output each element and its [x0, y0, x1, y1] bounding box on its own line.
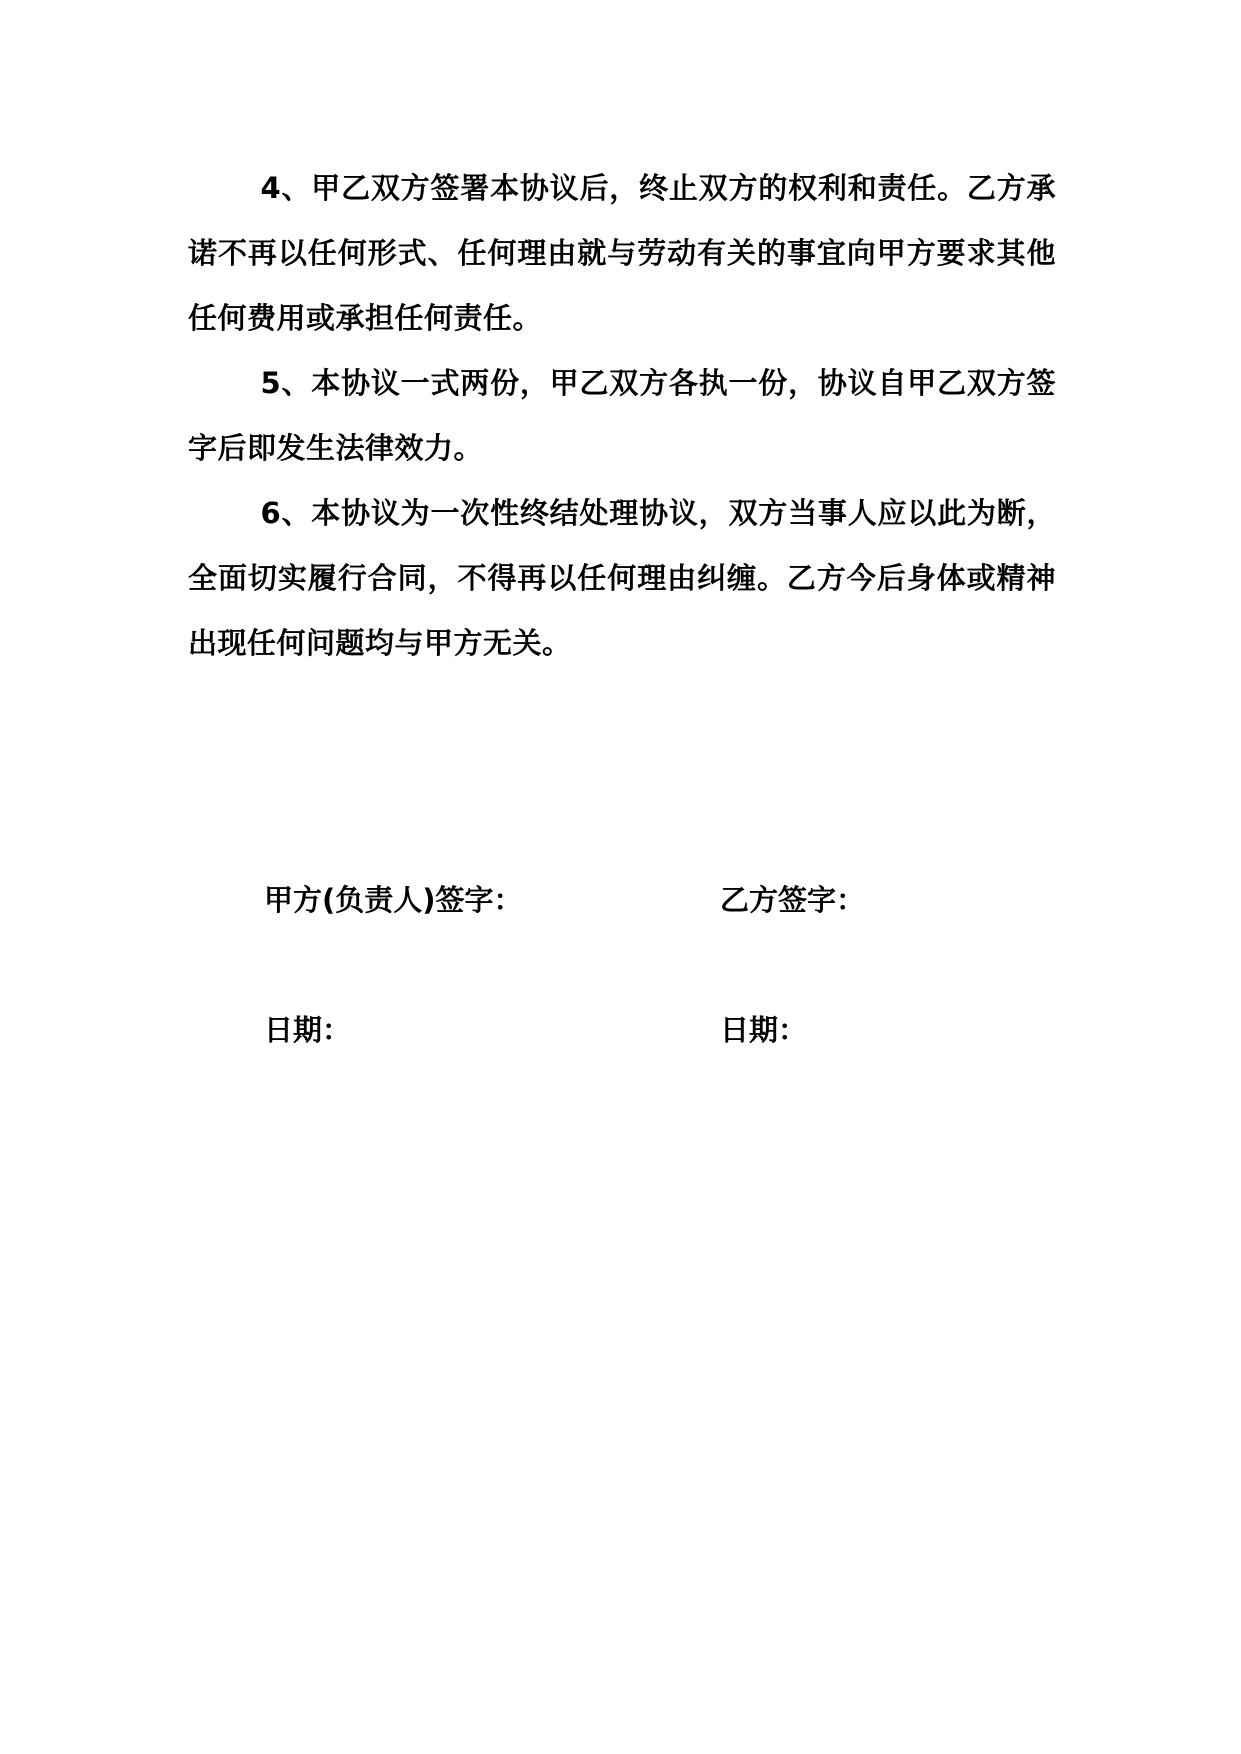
agreement-body — [188, 156, 1056, 676]
clause-6: 6、本协议为一次性终结处理协议，双方当事人应以此为断，全面切实履行合同，不得再以任何理由纠缠。乙方今后身体或精神出现任何问题均与甲方无关。 — [188, 496, 1056, 660]
party-b-date-label: 日期： — [720, 1013, 808, 1047]
party-b-signature-label: 乙方签字： — [720, 883, 866, 917]
clause-5: 5、本协议一式两份，甲乙双方各执一份，协议自甲乙双方签字后即发生法律效力。 — [188, 366, 1056, 465]
party-a-date-label: 日期： — [264, 1013, 352, 1047]
clause-4: 4、甲乙双方签署本协议后，终止双方的权利和责任。乙方承诺不再以任何形式、任何理由就与劳动有关的事宜向甲方要求其他任何费用或承担任何责任。 — [188, 171, 1056, 335]
party-a-signature-label: 甲方(负责人)签字： — [264, 883, 523, 917]
